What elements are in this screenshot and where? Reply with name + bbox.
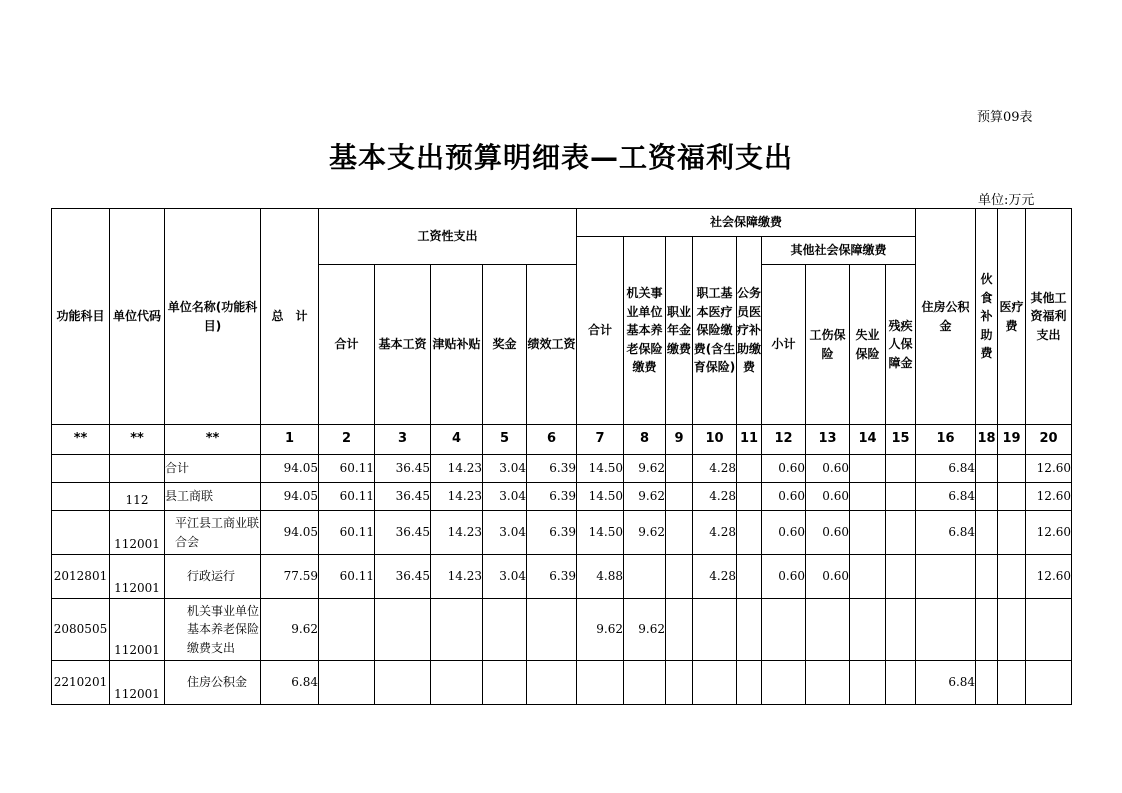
unit-name-cell: 县工商联 [165,483,261,511]
header-basic-wage: 基本工资 [375,265,431,425]
value-cell-civil [737,555,762,599]
index-cell: 12 [762,425,806,455]
table-row [52,661,1072,705]
value-cell-allow [431,599,483,661]
value-cell-unemp [850,511,886,555]
header-pension: 机关事业单位基本养老保险缴费 [624,237,666,425]
value-cell-other-sub [762,661,806,705]
value-cell-wage-total: 60.11 [319,555,375,599]
value-cell-unemp [850,455,886,483]
value-cell-pension: 9.62 [624,599,666,661]
value-cell-annuity [666,511,693,555]
value-cell-disab [886,455,916,483]
value-cell-soc-total: 14.50 [577,483,624,511]
func-subject-cell: 2210201 [52,661,110,705]
value-cell-soc-total: 14.50 [577,455,624,483]
header-housing-fund: 住房公积金 [916,209,976,425]
value-cell-perf: 6.39 [527,455,577,483]
header-meal-subsidy: 伙食补助费 [976,209,998,425]
value-cell-soc-total: 14.50 [577,511,624,555]
value-cell-annuity [666,661,693,705]
value-cell-medfee [998,555,1026,599]
header-other-social-group: 其他社会保障缴费 [762,237,916,265]
value-cell-disab [886,599,916,661]
page-title: 基本支出预算明细表—工资福利支出 [328,141,793,174]
table-row [52,483,1072,511]
value-cell-civil [737,455,762,483]
value-cell-unemp [850,599,886,661]
value-cell-other [1026,599,1072,661]
value-cell-housing: 6.84 [916,483,976,511]
index-cell: 6 [527,425,577,455]
value-cell-civil [737,599,762,661]
index-cell: 11 [737,425,762,455]
value-cell-allow: 14.23 [431,511,483,555]
value-cell-disab [886,511,916,555]
unit-code-cell: 112001 [110,599,165,661]
index-cell: 19 [998,425,1026,455]
value-cell-total: 94.05 [261,483,319,511]
index-cell: 1 [261,425,319,455]
func-subject-cell: 2080505 [52,599,110,661]
unit-code-cell: 112001 [110,661,165,705]
value-cell-bonus [483,599,527,661]
value-cell-other: 12.60 [1026,511,1072,555]
value-cell-medical: 4.28 [693,483,737,511]
value-cell-soc-total: 9.62 [577,599,624,661]
value-cell-medical [693,661,737,705]
value-cell-medfee [998,599,1026,661]
value-cell-annuity [666,455,693,483]
value-cell-basic: 36.45 [375,455,431,483]
value-cell-medfee [998,661,1026,705]
value-cell-housing: 6.84 [916,661,976,705]
value-cell-unemp [850,483,886,511]
value-cell-meal [976,455,998,483]
value-cell-total: 94.05 [261,455,319,483]
value-cell-meal [976,661,998,705]
index-cell: 4 [431,425,483,455]
value-cell-medical: 4.28 [693,455,737,483]
header-wage-group: 工资性支出 [319,209,577,265]
value-cell-injury: 0.60 [806,555,850,599]
value-cell-allow: 14.23 [431,455,483,483]
index-row [52,425,1072,455]
value-cell-annuity [666,483,693,511]
value-cell-civil [737,483,762,511]
value-cell-medical: 4.28 [693,511,737,555]
unit-name-cell: 住房公积金 [165,661,261,705]
value-cell-soc-total [577,661,624,705]
table-row [52,455,1072,483]
unit-name-cell: 平江县工商业联合会 [165,511,261,555]
header-performance: 绩效工资 [527,265,577,425]
table-row [52,599,1072,661]
index-cell: 9 [666,425,693,455]
value-cell-annuity [666,555,693,599]
value-cell-medical [693,599,737,661]
value-cell-housing [916,599,976,661]
unit-code-cell [110,455,165,483]
header-medical: 职工基本医疗保险缴费(含生育保险) [693,237,737,425]
value-cell-pension: 9.62 [624,483,666,511]
value-cell-total: 9.62 [261,599,319,661]
value-cell-injury: 0.60 [806,511,850,555]
value-cell-injury: 0.60 [806,483,850,511]
index-cell: ** [165,425,261,455]
header-social-group: 社会保障缴费 [577,209,916,237]
header-unemployment: 失业保险 [850,265,886,425]
value-cell-housing [916,555,976,599]
table-row [52,555,1072,599]
value-cell-wage-total [319,661,375,705]
value-cell-disab [886,661,916,705]
value-cell-pension [624,661,666,705]
value-cell-medfee [998,511,1026,555]
unit-code-cell: 112001 [110,511,165,555]
unit-name-cell: 合计 [165,455,261,483]
value-cell-basic: 36.45 [375,555,431,599]
index-cell: 15 [886,425,916,455]
header-annuity: 职业年金缴费 [666,237,693,425]
value-cell-housing: 6.84 [916,511,976,555]
value-cell-civil [737,661,762,705]
value-cell-wage-total: 60.11 [319,455,375,483]
value-cell-other: 12.60 [1026,555,1072,599]
index-cell: 2 [319,425,375,455]
form-code: 预算09表 [977,110,1033,125]
value-cell-wage-total: 60.11 [319,511,375,555]
index-cell: 8 [624,425,666,455]
index-cell: 10 [693,425,737,455]
value-cell-soc-total: 4.88 [577,555,624,599]
value-cell-other-sub: 0.60 [762,455,806,483]
value-cell-other-sub: 0.60 [762,555,806,599]
index-cell: 7 [577,425,624,455]
value-cell-wage-total [319,599,375,661]
func-subject-cell: 2012801 [52,555,110,599]
func-subject-cell [52,483,110,511]
value-cell-wage-total: 60.11 [319,483,375,511]
value-cell-pension [624,555,666,599]
value-cell-perf [527,599,577,661]
index-cell: 5 [483,425,527,455]
index-cell: ** [110,425,165,455]
value-cell-allow [431,661,483,705]
value-cell-meal [976,555,998,599]
header-other-welfare: 其他工资福利支出 [1026,209,1072,425]
index-cell: 20 [1026,425,1072,455]
value-cell-allow: 14.23 [431,483,483,511]
value-cell-disab [886,555,916,599]
value-cell-perf: 6.39 [527,511,577,555]
index-cell: 14 [850,425,886,455]
header-func-subject: 功能科目 [52,209,110,425]
value-cell-bonus: 3.04 [483,455,527,483]
value-cell-bonus: 3.04 [483,483,527,511]
value-cell-pension: 9.62 [624,511,666,555]
value-cell-injury: 0.60 [806,455,850,483]
header-social-total: 合计 [577,237,624,425]
value-cell-total: 6.84 [261,661,319,705]
value-cell-other: 12.60 [1026,455,1072,483]
table-row [52,511,1072,555]
index-cell: 16 [916,425,976,455]
value-cell-other-sub: 0.60 [762,483,806,511]
value-cell-other-sub [762,599,806,661]
header-allowance: 津贴补贴 [431,265,483,425]
value-cell-civil [737,511,762,555]
value-cell-basic [375,599,431,661]
header-unit-code: 单位代码 [110,209,165,425]
value-cell-basic: 36.45 [375,483,431,511]
index-cell: ** [52,425,110,455]
expenditure-table [51,208,1072,705]
header-injury: 工伤保险 [806,265,850,425]
value-cell-unemp [850,661,886,705]
func-subject-cell [52,455,110,483]
unit-code-cell: 112 [110,483,165,511]
index-cell: 3 [375,425,431,455]
value-cell-bonus: 3.04 [483,511,527,555]
header-other-subtotal: 小计 [762,265,806,425]
value-cell-perf: 6.39 [527,555,577,599]
value-cell-other-sub: 0.60 [762,511,806,555]
value-cell-total: 94.05 [261,511,319,555]
value-cell-medical: 4.28 [693,555,737,599]
value-cell-perf [527,661,577,705]
value-cell-other: 12.60 [1026,483,1072,511]
value-cell-injury [806,599,850,661]
index-cell: 18 [976,425,998,455]
value-cell-bonus: 3.04 [483,555,527,599]
unit-name-cell: 行政运行 [165,555,261,599]
value-cell-housing: 6.84 [916,455,976,483]
header-total: 总 计 [261,209,319,425]
value-cell-injury [806,661,850,705]
header-civil-medical: 公务员医疗补助缴费 [737,237,762,425]
func-subject-cell [52,511,110,555]
unit-label: 单位:万元 [978,193,1035,208]
header-medical-fee: 医疗费 [998,209,1026,425]
header-unit-name: 单位名称(功能科目) [165,209,261,425]
value-cell-pension: 9.62 [624,455,666,483]
header-disabled: 残疾人保障金 [886,265,916,425]
unit-code-cell: 112001 [110,555,165,599]
value-cell-meal [976,511,998,555]
value-cell-basic: 36.45 [375,511,431,555]
value-cell-basic [375,661,431,705]
value-cell-medfee [998,455,1026,483]
unit-name-cell: 机关事业单位基本养老保险缴费支出 [165,599,261,661]
value-cell-other [1026,661,1072,705]
value-cell-unemp [850,555,886,599]
value-cell-total: 77.59 [261,555,319,599]
index-cell: 13 [806,425,850,455]
value-cell-meal [976,599,998,661]
value-cell-meal [976,483,998,511]
value-cell-perf: 6.39 [527,483,577,511]
header-bonus: 奖金 [483,265,527,425]
value-cell-medfee [998,483,1026,511]
value-cell-bonus [483,661,527,705]
value-cell-allow: 14.23 [431,555,483,599]
value-cell-disab [886,483,916,511]
value-cell-annuity [666,599,693,661]
header-wage-total: 合计 [319,265,375,425]
